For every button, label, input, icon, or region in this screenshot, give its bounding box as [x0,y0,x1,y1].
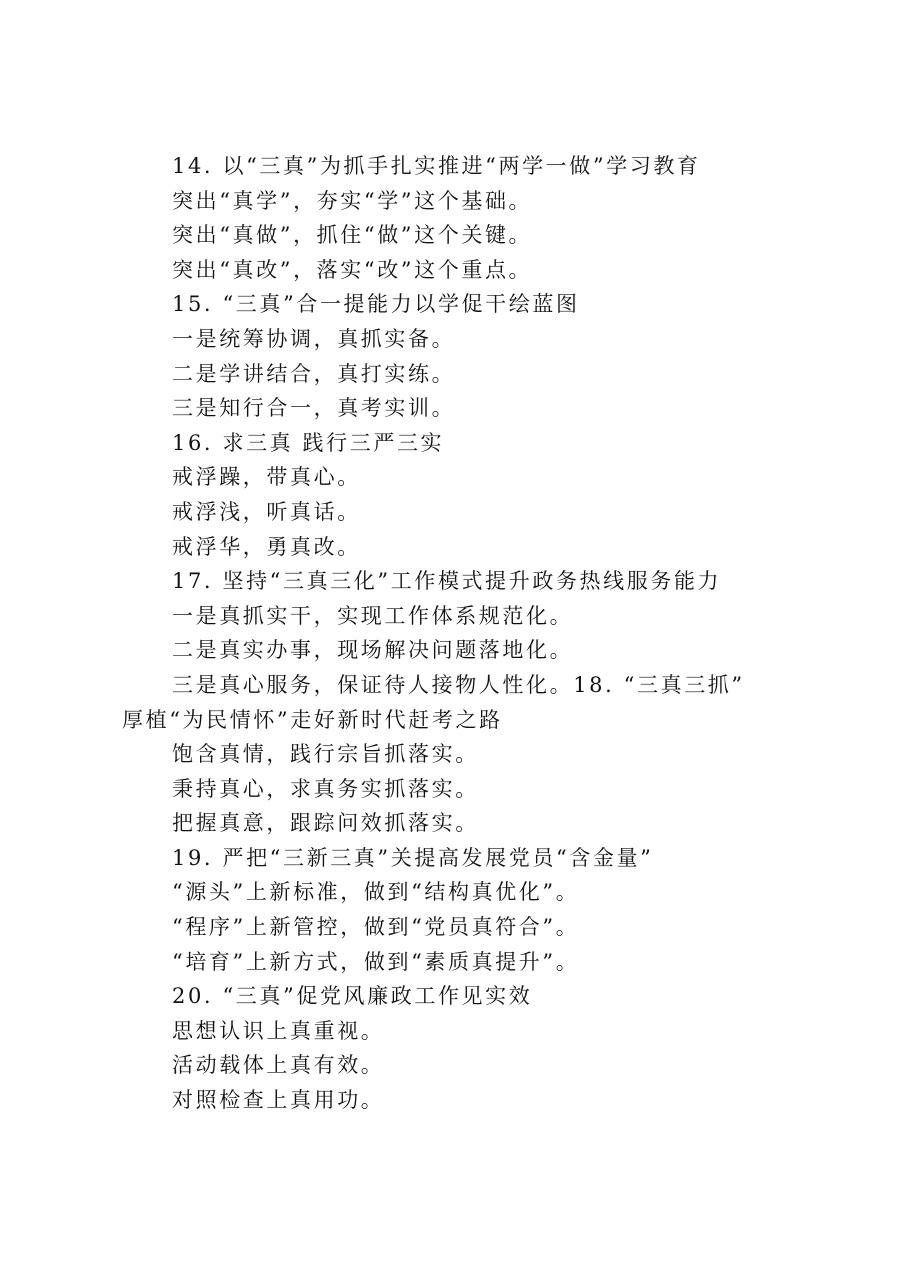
body-line-with-heading-18: 三是真心服务，保证待人接物人性化。18. “三真三抓” [172,672,745,697]
body-line: “源头”上新标准，做到“结构真优化”。 [172,880,580,905]
heading-14: 14. 以“三真”为抓手扎实推进“两学一做”学习教育 [172,154,701,178]
body-line: 秉持真心，求真务实抓落实。 [172,776,479,801]
body-line: 一是真抓实干，实现工作体系规范化。 [172,603,574,628]
heading-19: 19. 严把“三新三真”关提高发展党员“含金量” [172,845,654,870]
body-line: 活动载体上真有效。 [172,1053,385,1078]
body-line: 戒浮浅，听真话。 [172,499,361,524]
body-line: 一是统筹协调，真抓实备。 [172,326,456,351]
body-line: 突出“真做”，抓住“做”这个关键。 [172,223,533,248]
heading-15: 15. “三真”合一提能力以学促干绘蓝图 [172,292,580,317]
body-line: 突出“真改”，落实“改”这个重点。 [172,257,533,282]
heading-18-continuation: 厚植“为民情怀”走好新时代赶考之路 [122,707,503,732]
body-line: 二是学讲结合，真打实练。 [172,361,456,386]
body-line: 饱含真情，践行宗旨抓落实。 [172,742,479,767]
body-line: 把握真意，跟踪问效抓落实。 [172,811,479,836]
body-line: “培育”上新方式，做到“素质真提升”。 [172,949,580,974]
body-line: 戒浮华，勇真改。 [172,534,361,559]
body-line: 戒浮躁，带真心。 [172,465,361,490]
heading-16: 16. 求三真 践行三严三实 [172,430,445,455]
heading-20: 20. “三真”促党风廉政工作见实效 [172,984,533,1009]
body-line: 突出“真学”，夯实“学”这个基础。 [172,188,533,213]
body-line: “程序”上新管控，做到“党员真符合”。 [172,915,580,940]
body-line: 对照检查上真用功。 [172,1088,385,1113]
document-body [122,149,842,1118]
body-line: 二是真实办事，现场解决问题落地化。 [172,638,574,663]
heading-17: 17. 坚持“三真三化”工作模式提升政务热线服务能力 [172,569,722,594]
body-line: 思想认识上真重视。 [172,1018,385,1043]
body-line: 三是知行合一，真考实训。 [172,396,456,421]
